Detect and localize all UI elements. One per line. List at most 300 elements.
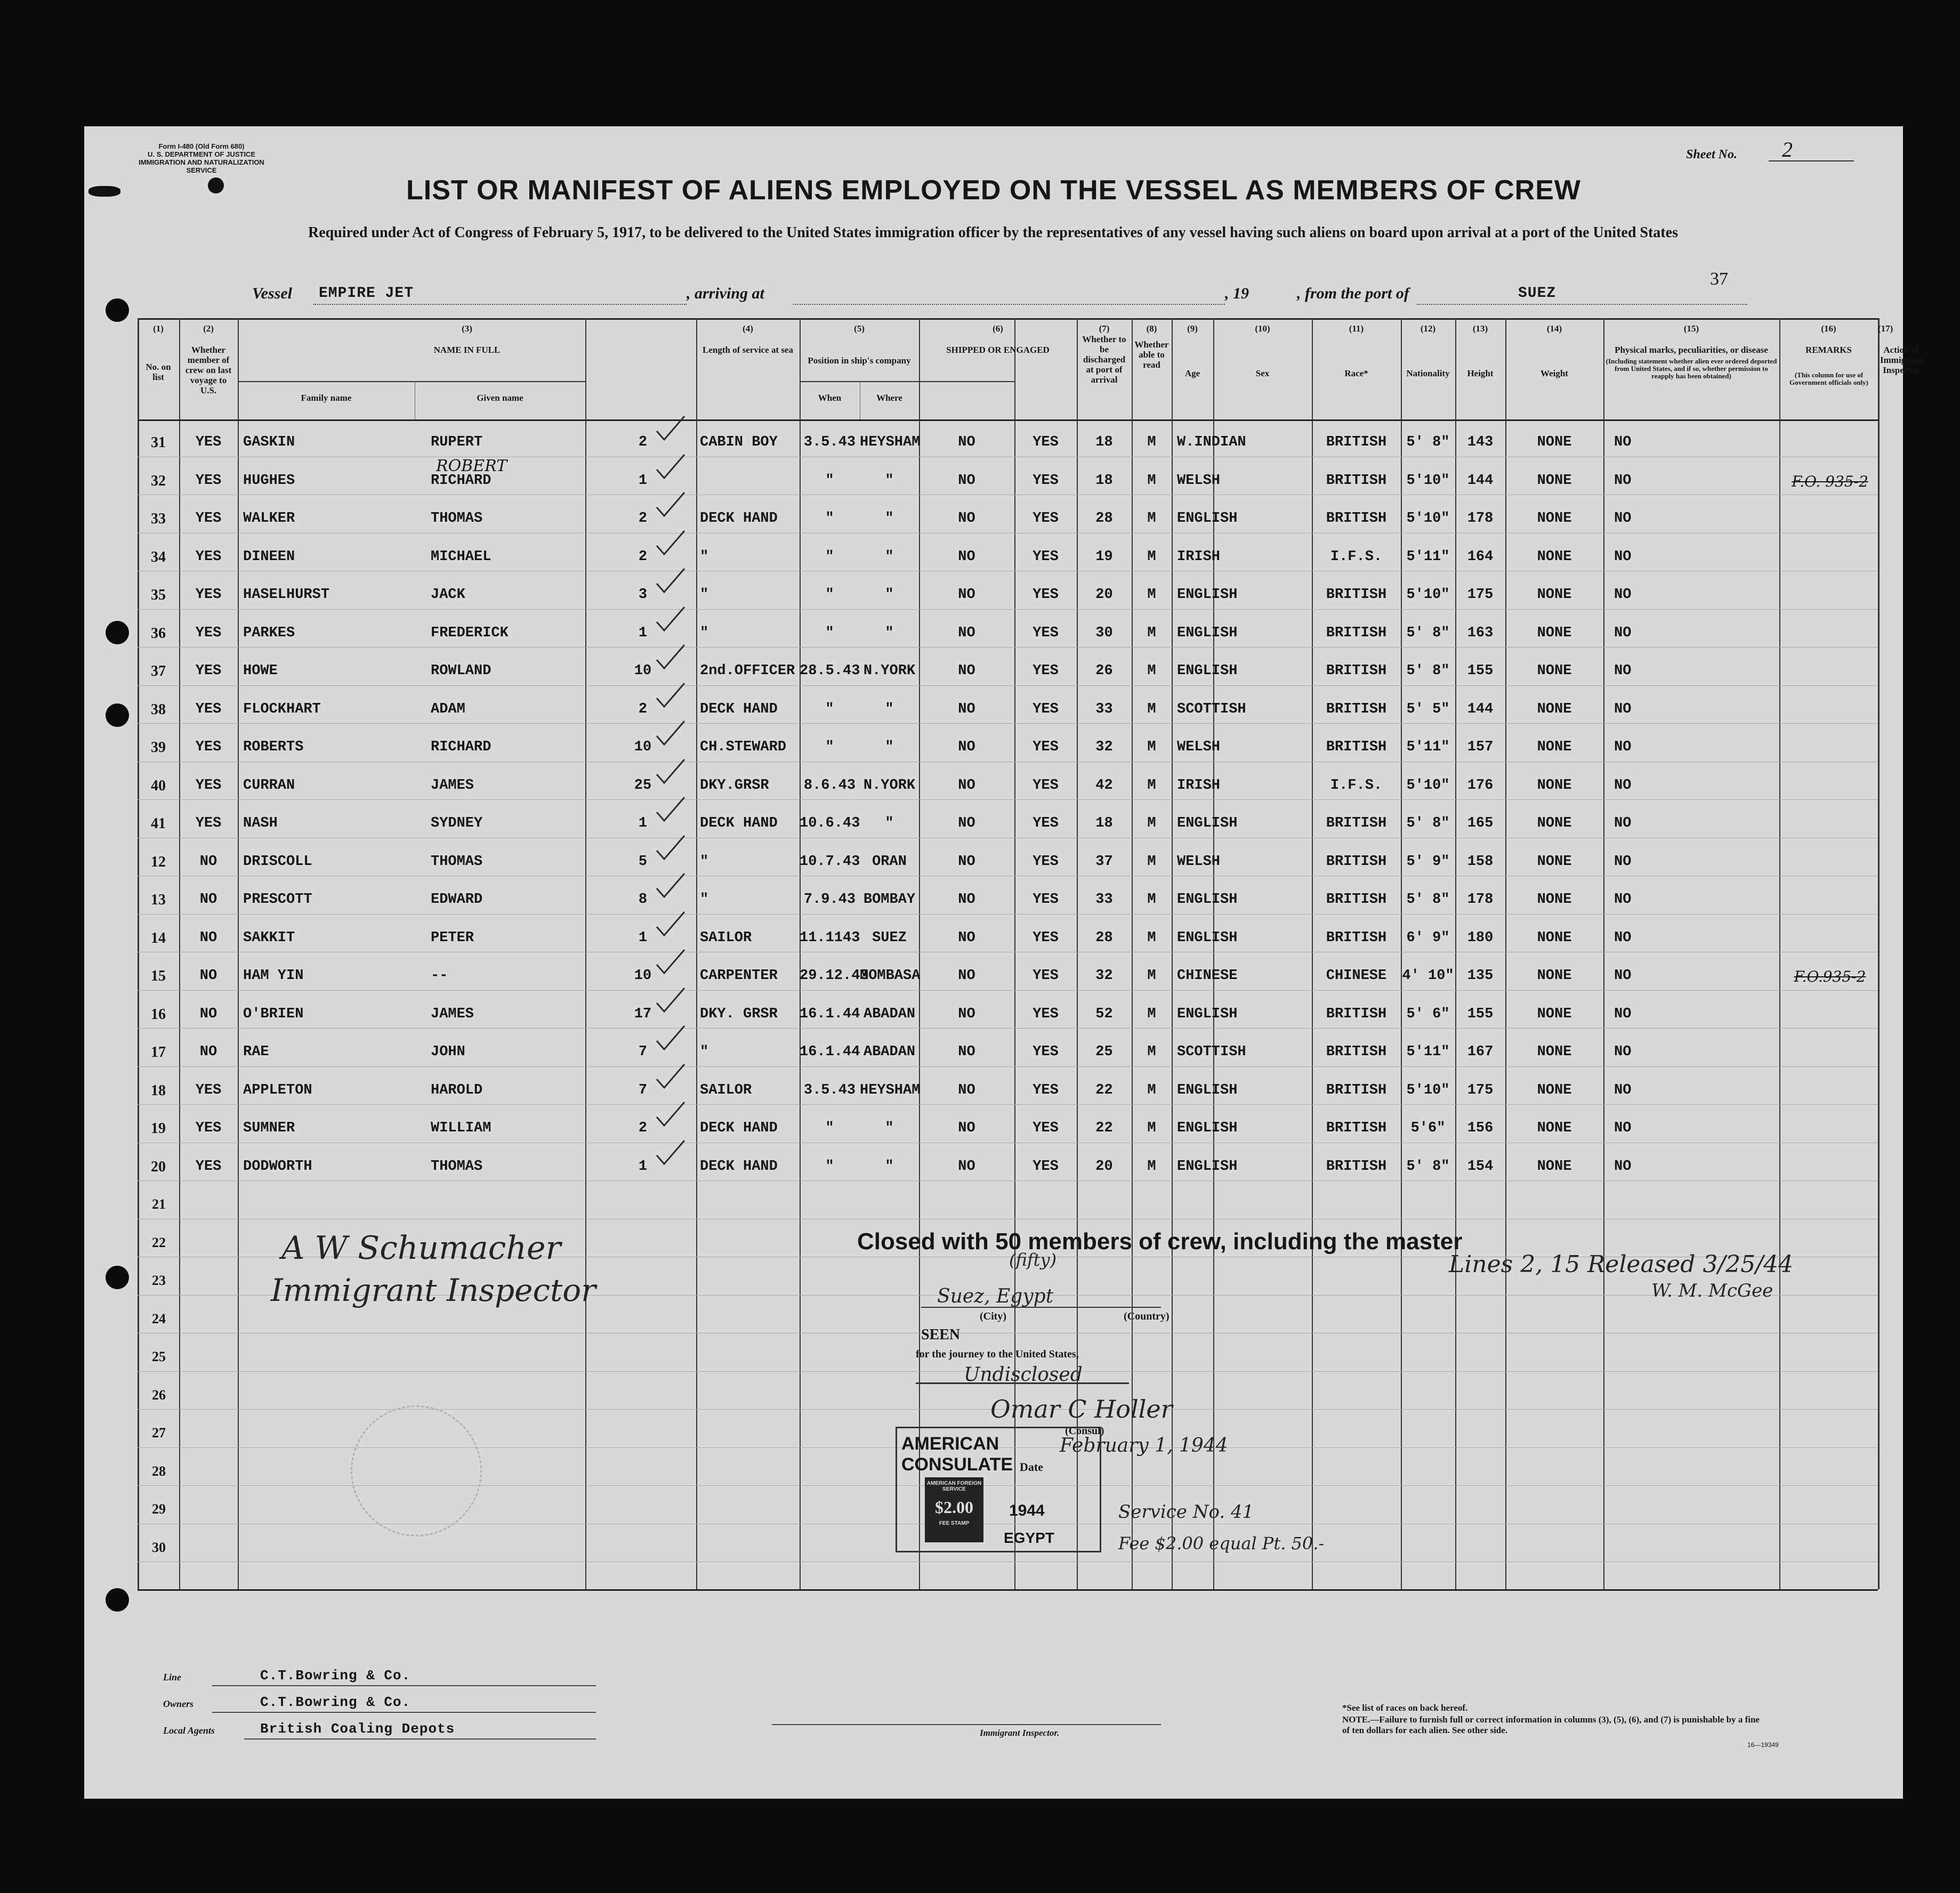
row-where: " — [885, 1120, 894, 1136]
row-service: 10 — [634, 968, 652, 984]
check-mark-icon — [655, 909, 687, 941]
row-race: SCOTTISH — [1177, 701, 1246, 717]
column-number: (16) — [1821, 323, 1836, 334]
row-height: 5' 9" — [1406, 853, 1450, 870]
row-given: SYDNEY — [431, 815, 483, 831]
column-header: Age — [1184, 368, 1200, 378]
row-height: 5'11" — [1406, 1044, 1450, 1060]
row-crew: NO — [199, 853, 217, 870]
closed-fifty: (fifty) — [1009, 1250, 1057, 1270]
row-height: 5' 8" — [1406, 625, 1450, 641]
row-family: NASH — [243, 815, 278, 831]
row-when: 8.6.43 — [803, 777, 856, 794]
inspector-signature: A W Schumacher — [281, 1229, 561, 1267]
consul-date: February 1, 1944 — [1060, 1435, 1228, 1457]
row-read: YES — [1033, 701, 1059, 717]
form-subtitle: Required under Act of Congress of February 5, 1917, to be delivered to the United States immigration officer by the representatives of any vessel having such aliens on board upon arrival at a port of the United States — [308, 224, 1678, 241]
row-sex: M — [1147, 892, 1156, 908]
row-nationality: I.F.S. — [1330, 777, 1383, 794]
port-underline — [1417, 304, 1747, 305]
row-family: DODWORTH — [243, 1158, 312, 1175]
row-race: ENGLISH — [1177, 1120, 1238, 1136]
row-given: JACK — [431, 587, 465, 603]
row-where: HEYSHAM — [860, 434, 921, 450]
row-crew: YES — [195, 511, 222, 527]
row-given: RUPERT — [431, 434, 483, 450]
row-height: 5'10" — [1406, 777, 1450, 794]
row-height: 5'10" — [1406, 1082, 1450, 1098]
row-age: 18 — [1095, 434, 1113, 450]
row-remarks: NO — [1614, 739, 1632, 755]
table-column-rule — [1878, 318, 1880, 1589]
row-where: " — [885, 701, 894, 717]
row-read: YES — [1033, 1082, 1059, 1098]
row-age: 28 — [1095, 511, 1113, 527]
empty-row-number: 26 — [152, 1387, 166, 1403]
column-header: Physical marks, peculiarities, or disease — [1615, 345, 1768, 355]
row-crew: YES — [195, 587, 222, 603]
line-value: C.T.Bowring & Co. — [260, 1668, 411, 1684]
row-read: YES — [1033, 1044, 1059, 1060]
row-sex: M — [1147, 815, 1156, 831]
row-sex: M — [1147, 777, 1156, 794]
row-service: 2 — [638, 701, 648, 717]
row-discharged: NO — [958, 929, 975, 946]
row-position: CARPENTER — [700, 968, 778, 984]
row-race: ENGLISH — [1177, 1006, 1238, 1022]
row-marks: NONE — [1537, 511, 1572, 527]
lines-released-signature: W. M. McGee — [1651, 1280, 1773, 1301]
check-mark-icon — [655, 794, 687, 826]
row-weight: 157 — [1467, 739, 1494, 755]
column-number: (4) — [743, 323, 753, 334]
row-weight: 167 — [1467, 1044, 1494, 1060]
row-marks: NONE — [1537, 1158, 1572, 1175]
row-sex: M — [1147, 1082, 1156, 1098]
row-age: 18 — [1095, 472, 1113, 489]
row-crew: YES — [195, 1158, 222, 1175]
row-family: HOWE — [243, 663, 278, 679]
row-weight: 175 — [1467, 587, 1494, 603]
row-race: ENGLISH — [1177, 929, 1238, 946]
row-service: 10 — [634, 739, 652, 755]
table-column-rule — [179, 318, 180, 1589]
table-row-rule — [138, 647, 1878, 648]
row-height: 5'10" — [1406, 472, 1450, 489]
row-given: PETER — [431, 929, 474, 946]
row-position: DECK HAND — [700, 1120, 778, 1136]
row-read: YES — [1033, 1158, 1059, 1175]
row-discharged: NO — [958, 739, 975, 755]
column-header: Weight — [1540, 368, 1568, 378]
row-when: 3.5.43 — [803, 434, 856, 450]
column-number: (15) — [1683, 323, 1699, 334]
row-discharged: NO — [958, 434, 975, 450]
row-race: ENGLISH — [1177, 1082, 1238, 1098]
row-service: 1 — [638, 625, 648, 641]
line-label: Line — [163, 1672, 181, 1682]
row-given: RICHARD — [431, 472, 491, 489]
row-remarks: NO — [1614, 1120, 1632, 1136]
row-read: YES — [1033, 1006, 1059, 1022]
row-family: SUMNER — [243, 1120, 295, 1136]
row-read: YES — [1033, 511, 1059, 527]
row-remarks: NO — [1614, 929, 1632, 946]
row-discharged: NO — [958, 1158, 975, 1175]
row-discharged: NO — [958, 625, 975, 641]
empty-row-number: 27 — [152, 1425, 166, 1441]
row-weight: 164 — [1467, 548, 1494, 565]
binder-hole-icon — [106, 621, 129, 644]
row-race: IRISH — [1177, 777, 1221, 794]
table-top-border — [138, 318, 1878, 320]
row-when: " — [825, 739, 834, 755]
sheet-no-underline — [1769, 160, 1854, 161]
table-row-rule — [138, 609, 1878, 610]
column-header: Whether member of crew on last voyage to U.S. — [185, 345, 232, 395]
row-position: CABIN BOY — [700, 434, 778, 450]
row-age: 37 — [1095, 853, 1113, 870]
empty-row-number: 25 — [152, 1349, 166, 1364]
check-mark-icon — [655, 832, 687, 864]
row-no: 35 — [151, 587, 166, 603]
row-nationality: BRITISH — [1326, 892, 1387, 908]
line-underline — [212, 1685, 596, 1686]
row-no: 39 — [151, 739, 166, 756]
agents-underline — [244, 1738, 596, 1740]
consul-city: Suez, Egypt — [937, 1285, 1054, 1307]
fee-stamp — [925, 1477, 983, 1542]
row-read: YES — [1033, 1120, 1059, 1136]
shipped-when-subheader: When — [818, 393, 842, 403]
column-header: Whether able to read — [1134, 339, 1169, 370]
row-service: 7 — [638, 1044, 648, 1060]
row-sex: M — [1147, 625, 1156, 641]
row-nationality: BRITISH — [1326, 815, 1387, 831]
row-no: 13 — [151, 892, 166, 908]
row-crew: YES — [195, 701, 222, 717]
row-marks: NONE — [1537, 892, 1572, 908]
row-given-handwritten: ROBERT — [436, 456, 507, 475]
row-discharged: NO — [958, 472, 975, 489]
table-row-rule — [138, 990, 1878, 991]
binder-hole-icon — [106, 1588, 129, 1612]
row-no: 41 — [151, 815, 166, 832]
row-where: " — [885, 815, 894, 831]
row-no: 37 — [151, 663, 166, 679]
row-no: 20 — [151, 1158, 166, 1175]
table-column-rule — [238, 318, 239, 1589]
row-age: 42 — [1095, 777, 1113, 794]
row-sex: M — [1147, 472, 1156, 489]
check-mark-icon — [655, 870, 687, 902]
column-header: REMARKS — [1805, 345, 1852, 355]
column-header: Height — [1467, 368, 1494, 378]
row-race: ENGLISH — [1177, 1158, 1238, 1175]
check-mark-icon — [655, 489, 687, 521]
table-column-rule — [1603, 318, 1604, 1589]
row-action: F.O. 935-2 — [1792, 472, 1868, 490]
row-age: 25 — [1095, 1044, 1113, 1060]
row-given: JAMES — [431, 777, 474, 794]
row-crew: NO — [199, 968, 217, 984]
agents-label: Local Agents — [163, 1725, 215, 1736]
row-where: " — [885, 472, 894, 489]
row-given: HAROLD — [431, 1082, 483, 1098]
row-age: 20 — [1095, 587, 1113, 603]
row-family: CURRAN — [243, 777, 295, 794]
row-no: 31 — [151, 434, 166, 451]
row-age: 19 — [1095, 548, 1113, 565]
row-position: DKY. GRSR — [700, 1006, 778, 1022]
row-weight: 154 — [1467, 1158, 1494, 1175]
column-number: (2) — [203, 323, 214, 334]
table-row-rule — [138, 1028, 1878, 1029]
column-header: Race* — [1344, 368, 1368, 378]
row-marks: NONE — [1537, 625, 1572, 641]
empty-row-number: 23 — [152, 1273, 166, 1288]
row-family: APPLETON — [243, 1082, 312, 1098]
row-crew: YES — [195, 777, 222, 794]
row-crew: NO — [199, 1044, 217, 1060]
fee-stamp-bottom: FEE STAMP — [939, 1520, 970, 1526]
table-column-rule — [919, 318, 920, 1589]
row-no: 12 — [151, 853, 166, 870]
row-height: 5' 5" — [1406, 701, 1450, 717]
row-given: ADAM — [431, 701, 465, 717]
corner-number: 37 — [1710, 269, 1728, 289]
check-mark-icon — [655, 1061, 687, 1093]
row-height: 5'6" — [1410, 1120, 1446, 1136]
arriving-underline — [793, 304, 1225, 305]
check-mark-icon — [655, 946, 687, 978]
row-weight: 175 — [1467, 1082, 1494, 1098]
row-crew: NO — [199, 929, 217, 946]
row-marks: NONE — [1537, 472, 1572, 489]
row-nationality: BRITISH — [1326, 472, 1387, 489]
row-service: 2 — [638, 548, 648, 565]
row-no: 18 — [151, 1082, 166, 1099]
date-label: Date — [1020, 1460, 1043, 1474]
check-mark-icon — [655, 642, 687, 674]
row-when: " — [825, 587, 834, 603]
row-nationality: BRITISH — [1326, 1158, 1387, 1175]
row-nationality: BRITISH — [1326, 1044, 1387, 1060]
form-title: LIST OR MANIFEST OF ALIENS EMPLOYED ON THE VESSEL AS MEMBERS OF CREW — [406, 175, 1581, 206]
row-service: 17 — [634, 1006, 652, 1022]
agents-value: British Coaling Depots — [260, 1721, 455, 1737]
empty-row-number: 21 — [152, 1196, 166, 1212]
row-race: WELSH — [1177, 739, 1221, 755]
row-discharged: NO — [958, 1006, 975, 1022]
row-given: THOMAS — [431, 511, 483, 527]
row-age: 22 — [1095, 1120, 1113, 1136]
row-given: -- — [431, 968, 448, 984]
row-marks: NONE — [1537, 548, 1572, 565]
undisclosed-note: Undisclosed — [964, 1364, 1083, 1386]
row-sex: M — [1147, 434, 1156, 450]
row-no: 17 — [151, 1044, 166, 1061]
row-marks: NONE — [1537, 739, 1572, 755]
row-nationality: BRITISH — [1326, 587, 1387, 603]
column-header: Length of service at sea — [703, 345, 793, 355]
row-nationality: BRITISH — [1326, 663, 1387, 679]
row-remarks: NO — [1614, 701, 1632, 717]
row-marks: NONE — [1537, 929, 1572, 946]
row-remarks: NO — [1614, 548, 1632, 565]
row-service: 2 — [638, 511, 648, 527]
table-row-rule — [138, 1180, 1878, 1181]
fee-stamp-value: $2.00 — [935, 1498, 973, 1517]
table-row-rule — [138, 1066, 1878, 1067]
column-header: SHIPPED OR ENGAGED — [946, 345, 1050, 355]
row-nationality: BRITISH — [1326, 434, 1387, 450]
row-race: W.INDIAN — [1177, 434, 1246, 450]
column-header: NAME IN FULL — [433, 345, 501, 355]
row-service: 1 — [638, 472, 648, 489]
table-row-rule — [138, 723, 1878, 724]
row-remarks: NO — [1614, 777, 1632, 794]
row-race: ENGLISH — [1177, 815, 1238, 831]
row-discharged: NO — [958, 968, 975, 984]
row-age: 30 — [1095, 625, 1113, 641]
row-sex: M — [1147, 968, 1156, 984]
row-where: N.YORK — [863, 777, 916, 794]
row-when: 16.1.44 — [800, 1044, 860, 1060]
row-crew: NO — [199, 1006, 217, 1022]
consul-label: (Consul) — [1065, 1425, 1104, 1437]
stamp-place: EGYPT — [1004, 1530, 1054, 1546]
row-discharged: NO — [958, 1120, 975, 1136]
row-given: JOHN — [431, 1044, 465, 1060]
row-where: N.YORK — [863, 663, 916, 679]
row-weight: 165 — [1467, 815, 1494, 831]
row-position: DECK HAND — [700, 815, 778, 831]
row-crew: YES — [195, 548, 222, 565]
row-age: 28 — [1095, 929, 1113, 946]
row-position: DECK HAND — [700, 511, 778, 527]
service-no: Service No. 41 — [1118, 1501, 1254, 1523]
row-read: YES — [1033, 472, 1059, 489]
column-number: (9) — [1187, 323, 1198, 334]
row-where: ABADAN — [863, 1006, 916, 1022]
row-family: SAKKIT — [243, 929, 295, 946]
column-number: (10) — [1255, 323, 1270, 334]
row-race: ENGLISH — [1177, 625, 1238, 641]
owners-underline — [212, 1712, 596, 1713]
row-crew: YES — [195, 472, 222, 489]
sheet-no-label: Sheet No. — [1686, 148, 1737, 161]
row-height: 6' 9" — [1406, 929, 1450, 946]
undisclosed-line — [916, 1382, 1129, 1384]
shipped-subheader-rule — [800, 381, 1014, 382]
row-marks: NONE — [1537, 663, 1572, 679]
row-discharged: NO — [958, 1044, 975, 1060]
row-family: FLOCKHART — [243, 701, 321, 717]
row-when: " — [825, 625, 834, 641]
row-weight: 178 — [1467, 511, 1494, 527]
row-read: YES — [1033, 853, 1059, 870]
row-service: 2 — [638, 434, 648, 450]
row-height: 5' 8" — [1406, 1158, 1450, 1175]
row-race: CHINESE — [1177, 968, 1238, 984]
column-header: No. on list — [146, 362, 171, 382]
row-position: SAILOR — [700, 1082, 752, 1098]
table-column-rule — [1401, 318, 1402, 1589]
row-read: YES — [1033, 777, 1059, 794]
consul-city-line — [921, 1307, 1161, 1308]
table-bottom-border — [138, 1589, 1878, 1591]
footnote-races: *See list of races on back hereof. — [1342, 1703, 1468, 1713]
row-height: 4' 10" — [1402, 968, 1454, 984]
row-crew: YES — [195, 739, 222, 755]
row-when: " — [825, 701, 834, 717]
row-crew: YES — [195, 1120, 222, 1136]
row-weight: 156 — [1467, 1120, 1494, 1136]
vessel-name: EMPIRE JET — [319, 285, 414, 302]
owners-value: C.T.Bowring & Co. — [260, 1694, 411, 1710]
row-position: " — [700, 892, 709, 908]
row-height: 5' 8" — [1406, 434, 1450, 450]
row-family: DRISCOLL — [243, 853, 312, 870]
column-number: (3) — [462, 323, 472, 334]
row-no: 15 — [151, 968, 166, 984]
journey-label: for the journey to the United States, — [916, 1348, 1079, 1360]
row-no: 16 — [151, 1006, 166, 1023]
binder-hole-icon — [106, 298, 129, 322]
row-read: YES — [1033, 625, 1059, 641]
table-column-rule — [138, 318, 139, 1589]
row-when: 16.1.44 — [800, 1006, 860, 1022]
binder-hole-icon — [106, 703, 129, 727]
manifest-sheet — [84, 126, 1923, 1799]
row-age: 32 — [1095, 739, 1113, 755]
row-age: 52 — [1095, 1006, 1113, 1022]
row-read: YES — [1033, 739, 1059, 755]
check-mark-icon — [655, 718, 687, 750]
row-family: HUGHES — [243, 472, 295, 489]
row-sex: M — [1147, 1006, 1156, 1022]
row-no: 38 — [151, 701, 166, 718]
row-position: 2nd.OFFICER — [700, 663, 795, 679]
table-column-rule — [800, 318, 801, 1589]
row-position: CH.STEWARD — [700, 739, 787, 755]
row-where: " — [885, 548, 894, 565]
row-remarks: NO — [1614, 1006, 1632, 1022]
row-race: ENGLISH — [1177, 587, 1238, 603]
row-given: FREDERICK — [431, 625, 509, 641]
table-column-rule — [1505, 318, 1506, 1589]
row-discharged: NO — [958, 853, 975, 870]
row-action: F.O.935-2 — [1794, 968, 1866, 985]
row-height: 5'10" — [1406, 587, 1450, 603]
row-read: YES — [1033, 663, 1059, 679]
row-where: SUEZ — [872, 929, 907, 946]
row-marks: NONE — [1537, 1120, 1572, 1136]
row-sex: M — [1147, 587, 1156, 603]
check-mark-icon — [655, 451, 687, 483]
row-read: YES — [1033, 815, 1059, 831]
row-height: 5'11" — [1406, 548, 1450, 565]
row-race: WELSH — [1177, 472, 1221, 489]
table-column-rule — [1779, 318, 1780, 1589]
row-weight: 163 — [1467, 625, 1494, 641]
row-sex: M — [1147, 1158, 1156, 1175]
row-position: " — [700, 1044, 709, 1060]
row-given: JAMES — [431, 1006, 474, 1022]
city-label: (City) — [980, 1310, 1006, 1322]
row-where: " — [885, 587, 894, 603]
